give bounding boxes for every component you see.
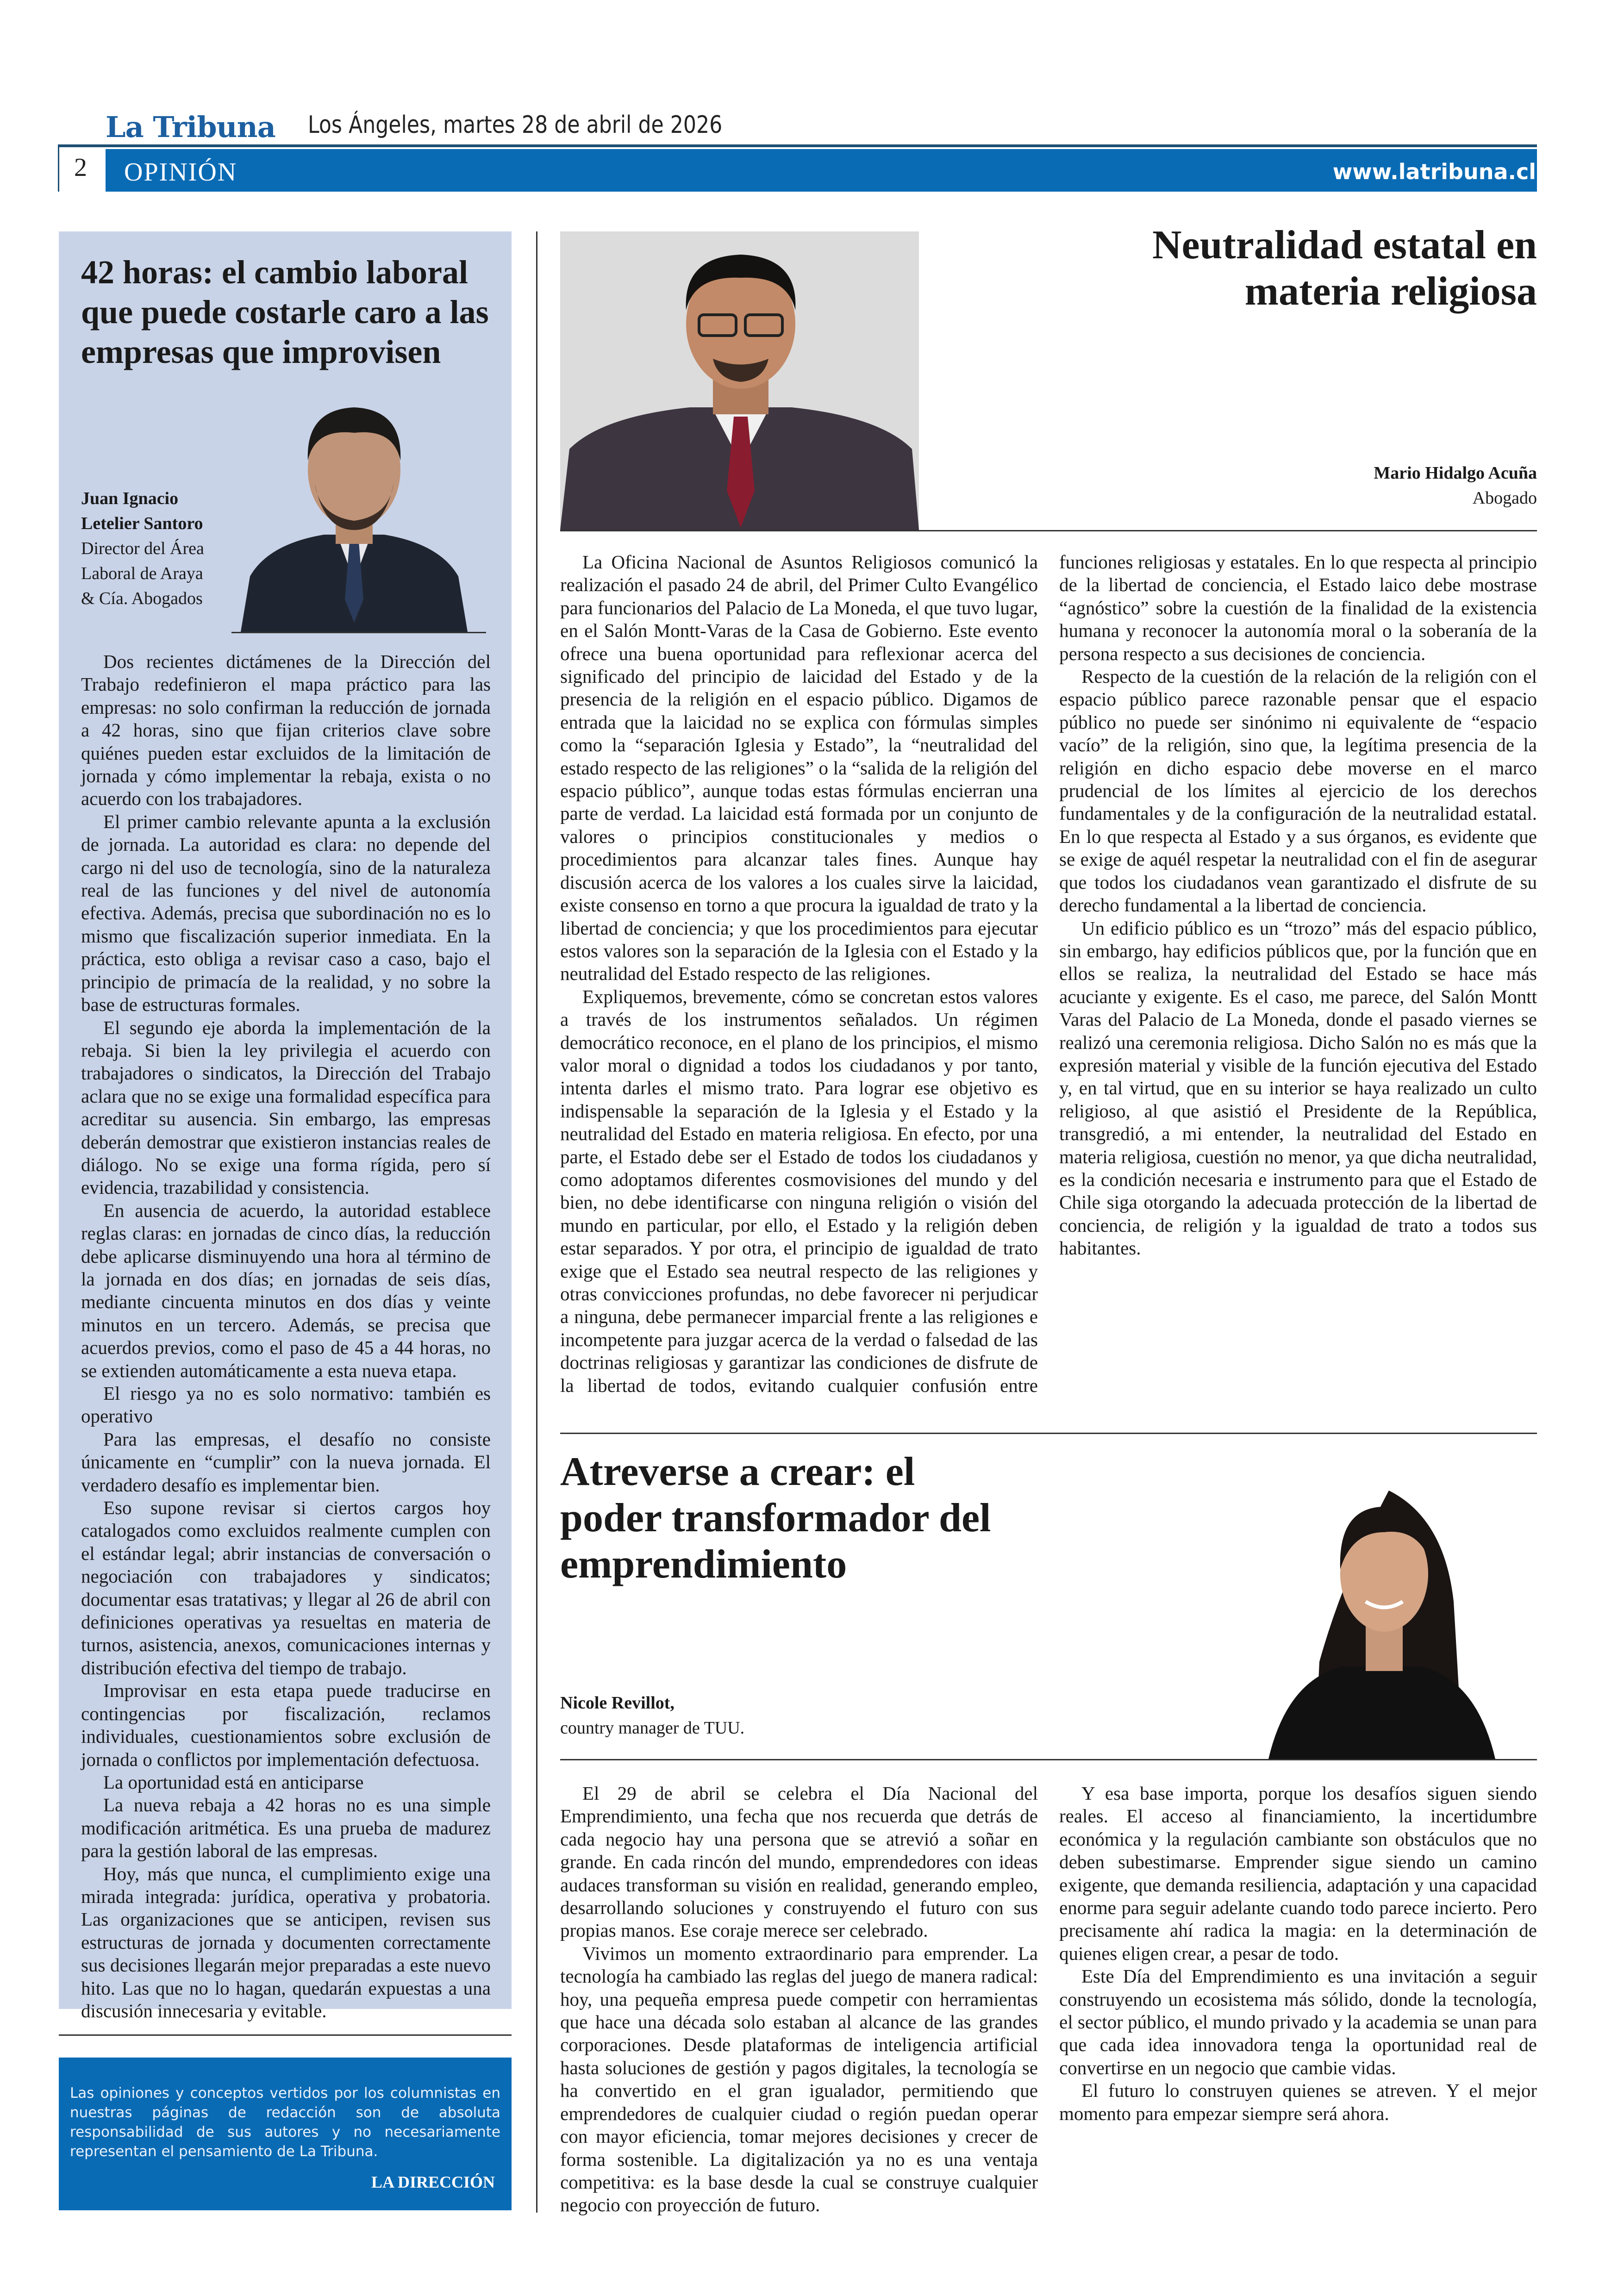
second-article-title: Atreverse a crear: el poder transformador del emprendimiento <box>560 1449 991 1587</box>
column-divider <box>536 231 537 2213</box>
author-photo-letelier <box>231 382 477 632</box>
paragraph: Hoy, más que nunca, el cumplimiento exige una mirada integrada: jurídica, operativa y probatoria. Las organizaciones que se anticipen, revisen sus estructuras de jornada y documenten correctamente sus decisiones llegarán mejor preparadas a este nuevo hito. Las que no lo hagan, quedarán expuestas a una discusión innecesaria y evitable. <box>81 1863 491 2021</box>
paragraph: Para las empresas, el desafío no consiste únicamente en “cumplir” con la nueva jornada. El verdadero desafío es implementar bien. <box>81 1428 491 1496</box>
author-role: Laboral de Araya <box>81 564 203 583</box>
paragraph: Dos recientes dictámenes de la Dirección del Trabajo redefinieron el mapa práctico para las empresas: no solo confirman la reducción de jornada a 42 horas, sino que fijan criterios clave sobre quiénes pueden estar excluidos de la limitación de jornada y cómo implementar la rebaja, exista o no acuerdo con los trabajadores. <box>81 651 491 810</box>
second-article-body <box>560 1782 1537 2222</box>
author-role: Abogado <box>1472 488 1537 508</box>
paragraph: La nueva rebaja a 42 horas no es una simple modificación aritmética. Es una prueba de madurez para la gestión laboral de las empresas. <box>81 1794 491 1862</box>
paragraph: Un edificio público es un “trozo” más del espacio público, sin embargo, hay edificios públicos que, por la función que en ellos se realiza, la neutralidad del Estado se hace más acuciante y exigente. Es el caso, me parece, del Salón Montt Varas del Palacio de La Moneda, donde el pasado viernes se realizó una ceremonia religiosa. Dicho Salón no es más que la expresión material y visible de la función ejecutiva del Estado y, en tal virtud, que en su interior se haya realizado un culto religioso, al que asistió el Presidente de la República, transgredió, a mi entender, la neutralidad del Estado en materia religiosa, cuestión no menor, ya que dicha neutralidad, es la condición necesaria e instrumento para que el Estado de Chile siga otorgando la adecuada protección de la libertad de conciencia, de religión y la igualdad de trato a todos sus habitantes. <box>1059 917 1537 1259</box>
author-role: Director del Área <box>81 539 204 558</box>
paragraph: El segundo eje aborda la implementación de la rebaja. Si bien la ley privilegia el acuerdo con trabajadores o sindicatos, la Dirección del Trabajo aclara que no se exige una formalidad específica para acreditar su ausencia. Sin embargo, las empresas deberán demostrar que existieron instancias reales de diálogo. No se exige una forma rígida, pero sí evidencia, trazabilidad y consistencia. <box>81 1017 491 1198</box>
author-name: Letelier Santoro <box>81 514 203 533</box>
paragraph: La Oficina Nacional de Asuntos Religiosos comunicó la realización el pasado 24 de abril, del Primer Culto Evangélico para funcionarios del Palacio de La Moneda, el que tuvo lugar, en el Salón Montt-Varas de la Casa de Gobierno. Este evento ofrece una buena oportunidad para reflexionar acerca del significado del principio de laicidad del Estado y de la presencia de la religión en el espacio público. Digamos de entrada que la laicidad no se explica con fórmulas simples como la “separación Iglesia y Estado”, la “neutralidad del estado respecto de las religiones” o la “salida de la religión del espacio público”, aunque todas estas fórmulas encierran una parte de verdad. La laicidad está formada por un conjunto de valores o principios constitucionales y medios o procedimientos para alcanzar tales fines. Aunque hay discusión acerca de los valores a los cuales sirve la laicidad, existe consenso en torno a que procura la igualdad de trato y la libertad de conciencia; y que los procedimientos para ejecutar estos valores son la separación de la Iglesia con el Estado y la neutralidad del Estado respecto de las religiones. <box>560 551 1038 985</box>
section-bar <box>106 149 1537 192</box>
author-role: & Cía. Abogados <box>81 589 203 608</box>
author-photo-hidalgo <box>560 231 919 530</box>
issue-date: Los Ángeles, martes 28 de abril de 2026 <box>308 111 723 139</box>
left-article-byline <box>81 486 248 611</box>
header-divider-left <box>58 147 59 192</box>
author-name: Mario Hidalgo Acuña <box>1374 463 1537 483</box>
header-divider <box>58 144 1537 147</box>
section-title: OPINIÓN <box>124 158 237 187</box>
paragraph: En ausencia de acuerdo, la autoridad establece reglas claras: en jornadas de cinco días, la reducción debe aplicarse disminuyendo una hora al término de la jornada en dos días; en jornadas de seis días, mediante cincuenta minutos en dos días y veinte minutos en un tercero. Además, se precisa que acuerdos previos, como el paso de 45 a 44 horas, no se extienden automáticamente a esta nueva etapa. <box>81 1199 491 1381</box>
article-divider <box>560 1433 1537 1434</box>
left-article-title: 42 horas: el cambio laboral que puede costarle caro a las empresas que improvisen <box>81 254 489 370</box>
paragraph: El 29 de abril se celebra el Día Nacional del Emprendimiento, una fecha que nos recuerda que detrás de cada negocio hay una persona que se atrevió a soñar en grande. En cada rincón del mundo, emprendedores con ideas audaces transforman su visión en realidad, generando empleo, desarrollando soluciones y construyendo el futuro con sus propias manos. Ese coraje merece ser celebrado. <box>560 1783 1038 1941</box>
paragraph: Expliquemos, brevemente, cómo se concretan estos valores a través de los instrumentos señalados. Un régimen democrático reconoce, en el plano de los principios, el mismo valor moral o dignidad a todos los ciudadanos y por tanto, intenta darles el mismo trato. Para lograr ese objetivo es indispensable la separación de la Iglesia y el Estado y la neutralidad del Estado en materia religiosa. En efecto, por una parte, el Estado debe ser el Estado de todos los ciudadanos y como adoptamos diferentes cosmovisiones del mundo y del bien, no debe identificarse con ninguna religión o visión del mundo en particular, por ello, el Estado y la religión deben estar separados. Y por otra, el principio de igualdad de trato exige que el Estado sea neutral respecto de las religiones y otras convicciones profundas, no debe favorecer ni perjudicar a ninguna, debe permanecer imparcial frente a las religiones e incompetente para juzgar acerca de la verdad o falsedad de las doctrinas religiosas y garantizar las condiciones de disfrute de la libertad de todos, evitando cualquier confusión entre funciones religiosas y estatales. En lo que respecta al principio de la libertad de conciencia, el Estado laico debe mostrase “agnóstico” sobre la cuestión de la finalidad de la existencia humana y reconocer la autonomía moral o la soberanía de la persona respecto a sus decisiones de conciencia. <box>560 551 1537 1396</box>
author-name: Nicole Revillot, <box>560 1693 675 1713</box>
subheading: La oportunidad está en anticiparse <box>103 1771 364 1793</box>
left-bottom-divider <box>59 2034 512 2036</box>
author-role: country manager de TUU. <box>560 1718 745 1738</box>
second-article-byline <box>560 1690 884 1740</box>
paragraph: El futuro lo construyen quienes se atreven. Y el mejor momento para empezar siempre será ahora. <box>1059 2080 1537 2124</box>
left-article-body <box>81 650 491 2021</box>
paragraph: El primer cambio relevante apunta a la exclusión de jornada. La autoridad es clara: no depende del cargo ni del uso de tecnología, sino de la naturaleza real de las funciones y del nivel de autonomía efectiva. Además, precisa que subordinación no es lo mismo que fiscalización superior inmediata. En la práctica, esto obliga a revisar caso a caso, bajo el principio de primacía de la realidad, y no sobre la base de estructuras formales. <box>81 811 491 1016</box>
main-article-byline <box>1204 461 1537 511</box>
main-header-divider <box>560 530 1537 531</box>
second-header-divider <box>560 1759 1537 1760</box>
disclaimer-text: Las opiniones y conceptos vertidos por los columnistas en nuestras páginas de redacción son de absoluta responsabilidad de sus autores y no necesariamente representan el pensamiento de La Tribuna. <box>70 2085 500 2160</box>
paragraph: Improvisar en esta etapa puede traducirse en contingencias por fiscalización, reclamos individuales, cuestionamientos sobre exclusión de jornada o conflictos por implementación defectuosa. <box>81 1680 491 1770</box>
newspaper-logo: La Tribuna <box>106 110 275 144</box>
main-article-body <box>560 551 1537 1407</box>
author-photo-revillot <box>1250 1463 1514 1759</box>
subheading: El riesgo ya no es solo normativo: también es operativo <box>81 1383 491 1427</box>
paragraph: Y esa base importa, porque los desafíos siguen siendo reales. El acceso al financiamiento, la incertidumbre económica y la regulación cambiante son obstáculos que no deben subestimarse. Emprender sigue siendo un camino exigente, que demanda resiliencia, adaptación y una capacidad enorme para seguir adelante cuando todo parece incierto. Pero precisamente ahí radica la magia: en la determinación de quienes eligen crear, a pesar de todo. <box>1059 1783 1537 1964</box>
paragraph: Eso supone revisar si ciertos cargos hoy catalogados como excluidos realmente cumplen con el estándar legal; abrir instancias de conversación o negociación con trabajadores y sindicatos; documentar esas tratativas; y llegar al 26 de abril con definiciones operativas ya resueltas en materia de turnos, asistencia, anexos, comunicaciones internas y distribución efectiva del tiempo de trabajo. <box>81 1497 491 1678</box>
page-number: 2 <box>74 153 87 182</box>
paragraph: Respecto de la cuestión de la relación de la religión con el espacio público parece razonable pensar que el espacio público no puede ser sinónimo ni equivalente de “espacio vacío” de la religión, sino que, la legítima presencia de la religión en dicho espacio debe moverse en el marco prudencial de los límites al ejercicio de los derechos fundamentales y de la configuración de la neutralidad estatal. En lo que respecta al Estado y a sus órganos, es evidente que se exige de aquél respetar la neutralidad con el fin de asegurar que todos los ciudadanos vean garantizado el disfrute de su derecho fundamental a la libertad de conciencia. <box>1059 666 1537 916</box>
website-link[interactable]: www.latribuna.cl <box>1332 159 1536 184</box>
disclaimer-box <box>59 2058 512 2210</box>
paragraph: Vivimos un momento extraordinario para emprender. La tecnología ha cambiado las reglas del juego de manera radical: hoy, una pequeña empresa puede competir con herramientas que hace una década solo estaban al alcance de las grandes corporaciones. Desde plataformas de inteligencia artificial hasta soluciones de gestión y pagos digitales, la tecnología se ha convertido en el gran igualador, permitiendo que emprendedores de cualquier ciudad o región puedan operar con mayor eficiencia, tomar mejores decisiones y crecer de forma sostenible. La digitalización ya no es una ventaja competitiva: es la base desde la cual se construye cualquier negocio con proyección de futuro. <box>560 1942 1038 2216</box>
left-photo-divider <box>231 632 486 633</box>
disclaimer-signature: LA DIRECCIÓN <box>371 2173 495 2191</box>
author-name: Juan Ignacio <box>81 489 179 508</box>
paragraph: Este Día del Emprendimiento es una invitación a seguir construyendo un ecosistema más sólido, donde la tecnología, el sector público, el mundo privado y la academia se unan para que cada idea innovadora tenga la oportunidad real de convertirse en un negocio que cambie vidas. <box>1059 1965 1537 2078</box>
main-article-title: Neutralidad estatal en materia religiosa <box>1152 223 1537 314</box>
